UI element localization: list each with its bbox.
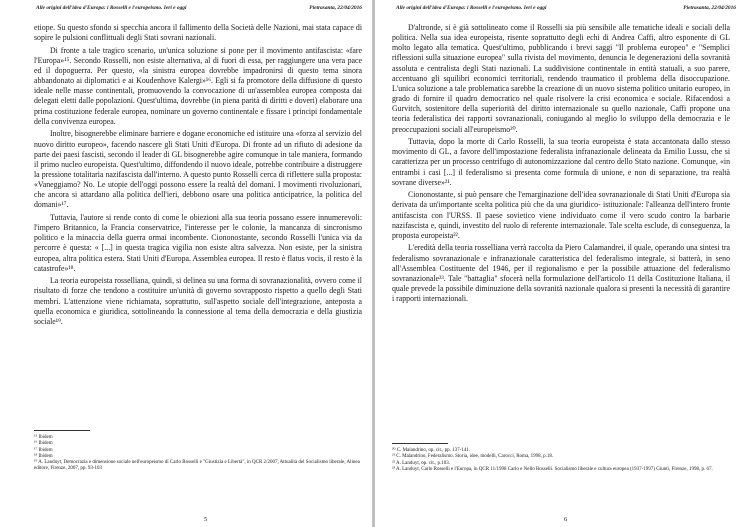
paragraph: Tuttavia, l'autore si rende conto di come le obiezioni alla sua teoria possano essere innumerevoli: l'impero Britannico, la Francia conservatrice, l'interesse per le colonie, la mancanza di sincronismo politico e la minaccia della guerra ormai incombente. Ciononostante, secondo Rosselli l'unica via da percorre è questa: « [...] in questa tragica vigilia non esiste altra salvezza. Non esiste, per la sinistra europea, altra politica estera. Stati Uniti d'Europa. Assemblea europea. Il resto è flatus vocis, il resto è la catastrofe»¹⁸. xyxy=(34,212,362,273)
paragraph: La teoria europeista rosselliana, quindi, si delinea su una forma di sovranazionalità, ovvero come il risultato di forze che tendono a costituire un'unità di governo sovrapposto rispetto a quello degli Stati membri. L'attenzione viene richiamata, soprattutto, sull'aspetto sociale dell'integrazione, anteposta a quella economica e giuridica, sottolineando la connessione al tema della democrazia e della giustizia sociale¹⁹. xyxy=(34,276,362,326)
paragraph: D'altronde, si è già sottolineato come il Rosselli sia più sensibile alle tematiche ideali e sociali della politica. Nella sua idea europeista, risente soprattutto degli echi di Andrea Caffi, altro esponente di GL molto legato alla tematica. Quest'ultimo, pubblicando i brevi saggi "Il problema europeo" e "Semplici riflessioni sulla situazione europea" sulla rivista del movimento, denuncia le degenerazioni della sovranità assoluta e centralista degli Stati nazionali. La suddivisione continentale in entità statuali, a suo parere, accentuano gli squilibri economici territoriali, rendendo traumatico il problema della disoccupazione. L'unica soluzione a tale problematica sarebbe la creazione di un nuovo sistema politico unitario europeo, in grado di fornire il quadro democratico nel quale risolvere la crisi economica e sociale. Rifacendosi a Gurvitch, sostenitore della superiorità del diritto internazionale su quello nazionale, Caffi propone una teoria federalistica dei rapporti sovranazionali, coniugando al meglio lo sviluppo della democrazia e le preoccupazioni sociali all'europeismo²⁰. xyxy=(392,23,730,134)
footnote: ¹⁵ Ibidem xyxy=(34,435,53,440)
footnotes xyxy=(34,435,362,473)
header-title: Alle origini dell'idea d'Europa: i Rosselli e l'europeismo. Ieri e oggi xyxy=(396,5,547,11)
paragraph: Tuttavia, dopo la morte di Carlo Rosselli, la sua teoria europeista è stata accantonata dallo stesso movimento di GL, a favore dell'impostazione federalista infranazionale delineata da Emilio Lussu, che si caratterizza per un processo centrifugo di autonomizzazione dal centro dello Stato nazione. Comunque, «in entrambi i casi [...] il federalismo si presenta come formula di unione, e non di separazione, tra realtà sovrane diverse»²¹. xyxy=(392,137,730,187)
footnote: ²¹ C. Malandrino, Federalismo. Storia, idee, modelli, Carocci, Roma, 1998, p.18. xyxy=(392,454,554,460)
footnote: ²⁰ C. Malandrino, op. cit., pp. 137-141. xyxy=(392,448,471,453)
header-date: Pietrasanta, 22/04/2016 xyxy=(309,5,362,11)
page-number: 6 xyxy=(564,516,568,523)
running-header xyxy=(388,2,740,14)
header-date: Pietrasanta, 22/04/2016 xyxy=(683,5,736,11)
right-page xyxy=(388,0,740,527)
body-text xyxy=(392,23,730,307)
footnote-rule xyxy=(392,443,448,444)
footnote: ²² A. Landuyt, op. cit., p.103. xyxy=(392,460,450,466)
footnote: ¹⁹ A. Landuyt, Democrazia e dimensione sociale nell'europeismo di Carlo Rosselli e "Giustizia e Libertà", in QCR 2/2007, Attualità del Socialismo liberale, Alinea editore, Firenze, 2007, pp. 93-103 xyxy=(34,460,360,472)
running-header xyxy=(14,2,366,14)
body-text xyxy=(34,23,362,329)
footnote-rule xyxy=(34,430,90,431)
footnote: ¹⁷ Ibidem xyxy=(34,447,53,453)
left-page xyxy=(14,0,366,527)
footnote: ¹⁸ Ibidem xyxy=(34,453,53,459)
footnotes xyxy=(392,448,730,473)
paragraph: Di fronte a tale tragico scenario, un'unica soluzione si pone per il movimento antifascista: «fare l'Europa»¹⁵. Secondo Rosselli, non esiste alternativa, al di fuori di essa, per raggiungere una vera pace ed il dopoguerra. Per questo, «la sinistra europea dovrebbe impadronirsi di questo tema sinora abbandonato ai diplomatici e ai Koudenhove Kalergi»¹⁶. Egli si fa promotore della diffusione di questo ideale nelle masse continentali, promuovendo la convocazione di un'assemblea europea composta dai delegati eletti dalle popolazioni. Quest'ultima, dovrebbe (in piena parità di diritti e doveri) elaborare una prima costituzione federale europea, nominare un governo continentale e fissare i principi fondamentale della convivenza europea. xyxy=(34,45,362,126)
book-gutter xyxy=(372,0,375,527)
paragraph: Inoltre, bisognerebbe eliminare barriere e dogane economiche ed istituire una «forza al servizio del nuovo diritto europeo», facendo nascere gli Stati Uniti d'Europa. Di fronte ad un rifiuto di adesione da parte dei paesi fascisti, secondo il leader di GL bisognerebbe agire comunque in tale maniera, formando il primo nucleo europeista. Quest'ultimo, diffondendo il nuovo ideale, potrebbe contribuire a distruggere la pressione totalitaria nazifascista dall'interno. A questo punto Rosselli cerca di riflettere sulla proposta: «Vaneggiamo? No. Le utopie dell'oggi possono essere la realtà del domani. I movimenti rivoluzionari, che ancora si attardano alla politica dell'ieri, debbono osare una politica anticipatrice, la politica del domani»¹⁷. xyxy=(34,129,362,210)
footnote: ²³ A. Landuyt, Carlo Rosselli e l'Europa, in QCR 11/1998 Carlo e Nello Rosselli. Socialismo liberale e cultura europea (1937-1997) Giunti, Firenze, 1998, p. 67. xyxy=(392,466,713,472)
footnote: ¹⁶ Ibidem xyxy=(34,441,53,447)
paragraph: etiope. Su questo sfondo si specchia ancora il fallimento della Società delle Nazioni, mai stata capace di sopire le pulsioni conflittuali degli Stati sovrani nazionali. xyxy=(34,23,362,43)
paragraph: L'eredità della teoria rosselliana verrà raccolta da Piero Calamandrei, il quale, operando una sintesi tra federalismo sovranazionale e infranazionale caratteristica del federalismo integrale, si batterà, in seno all'Assemblea Costituente del 1946, per il regionalismo e per la possibile attuazione del federalismo sovranazionale²³. Tale "battaglia" sfocerà nella formulazione dell'articolo 11 della Costituzione Italiana, il quale prevede la possibile diminuzione della sovranità nazionale qualora si presenti la necessità di garantire i rapporti internazionali. xyxy=(392,243,730,304)
paragraph: Ciononostante, si può pensare che l'emarginazione dell'idea sovranazionale di Stati Uniti d'Europa sia derivata da un'importante scelta politica più che da una giuridico- istituzionale: l'alleanza dell'intero fronte antifascista con l'URSS. Il paese sovietico viene individuato come il vero scudo contro la barbarie nazifascista e, quindi, investito del ruolo di referente internazionale. Tale scelta esclude, di conseguenza, la proposta europeista²². xyxy=(392,190,730,240)
page-number: 5 xyxy=(204,516,208,523)
header-title: Alle origini dell'idea d'Europa: i Rosselli e l'europeismo. Ieri e oggi xyxy=(36,5,187,11)
